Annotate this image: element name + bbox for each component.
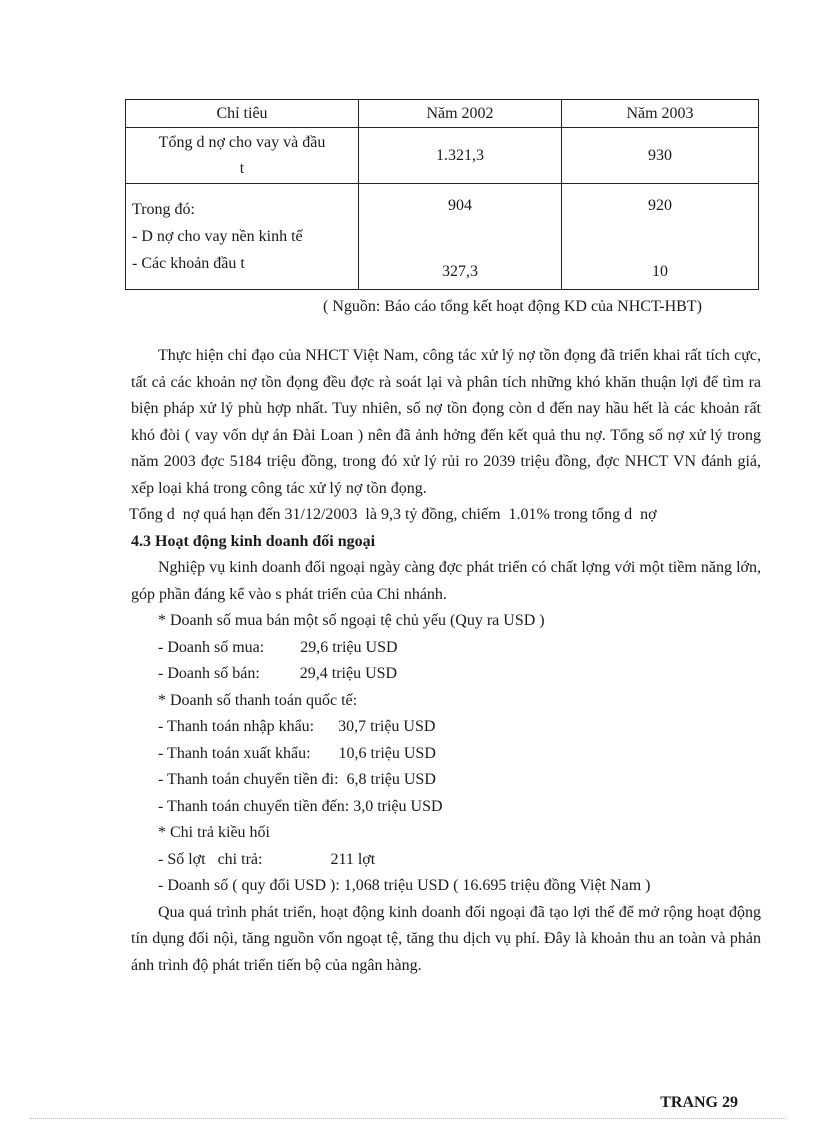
- document-body: [131, 343, 761, 979]
- cell-value: 327,3: [442, 262, 478, 280]
- cell-2002: 1.321,3: [359, 128, 562, 184]
- paragraph: Thực hiện chỉ đạo của NHCT Việt Nam, công tác xử lý nợ tồn đọng đã triển khai rất tích cực, tất cả các khoản nợ tồn đọng đều đợc rà soát lại và phân tích những khó khăn thuận lợi để tìm ra biện pháp xử lý phù hợp nhất. Tuy nhiên, số nợ tồn đọng còn d đến nay hầu hết là các khoản rất khó đòi ( vay vốn dự án Đài Loan ) nên đã ảnh hởng đến kết quả thu nợ. Tổng số nợ xử lý trong năm 2003 đợc 5184 triệu đồng, trong đó xử lý rủi ro 2039 triệu đồng, đợc NHCT VN đánh giá, xếp loại khá trong công tác xử lý nợ tồn đọng.: [131, 347, 761, 497]
- section-heading: 4.3 Hoạt động kinh doanh đối ngoại: [131, 532, 376, 550]
- cell-2003: 930: [562, 128, 759, 184]
- row-label: [126, 184, 359, 290]
- list-item: - Thanh toán chuyển tiền đi: 6,8 triệu USD: [158, 771, 436, 788]
- row-label-line: - D nợ cho vay nền kinh tế: [132, 228, 303, 245]
- header-indicator: Chỉ tiêu: [126, 100, 359, 128]
- footer-divider: [30, 1118, 786, 1119]
- list-item: - Số lợt chi trả: 211 lợt: [158, 850, 376, 868]
- row-label-line: Trong đó:: [132, 201, 195, 218]
- list-item: - Thanh toán xuất khẩu: 10,6 triệu USD: [158, 744, 436, 762]
- report-table: [125, 99, 759, 290]
- paragraph: Tổng d nợ quá hạn đến 31/12/2003 là 9,3 tỷ đồng, chiếm 1.01% trong tổng d nợ: [129, 506, 657, 523]
- row-label-line: t: [239, 159, 245, 177]
- table-header-row: [126, 100, 759, 128]
- cell-value: 920: [648, 196, 672, 214]
- source-note: ( Nguồn: Báo cáo tổng kết hoạt động KD của NHCT-HBT): [323, 298, 702, 315]
- list-item: - Doanh số bán: 29,4 triệu USD: [158, 665, 398, 682]
- list-item: - Doanh số mua: 29,6 triệu USD: [158, 638, 398, 656]
- header-year-2002: Năm 2002: [359, 100, 562, 128]
- list-item: * Doanh số mua bán một số ngoại tệ chủ yếu (Quy ra USD ): [158, 612, 545, 629]
- list-item: * Chi trả kiều hối: [158, 824, 270, 841]
- list-item: - Doanh số ( quy đổi USD ): 1,068 triệu USD ( 16.695 triệu đồng Việt Nam ): [158, 877, 651, 894]
- list-item: - Thanh toán nhập khẩu: 30,7 triệu USD: [158, 718, 436, 735]
- cell-2002: [359, 184, 562, 290]
- cell-value: 904: [448, 196, 472, 214]
- header-year-2003: Năm 2003: [562, 100, 759, 128]
- table-row: [126, 128, 759, 184]
- cell-2003: [562, 184, 759, 290]
- row-label-line: - Các khoản đầu t: [132, 255, 245, 272]
- row-label: [126, 128, 359, 184]
- list-item: - Thanh toán chuyển tiền đến: 3,0 triệu USD: [158, 797, 443, 815]
- table-row: [126, 184, 759, 290]
- paragraph: Nghiệp vụ kinh doanh đối ngoại ngày càng đợc phát triển có chất lợng với một tiềm năng lớn, góp phần đáng kể vào s phát triển của Chi nhánh.: [131, 559, 761, 603]
- cell-value: 10: [652, 262, 668, 280]
- page-number: TRANG 29: [660, 1094, 738, 1111]
- row-label-line: Tổng d nợ cho vay và đầu: [158, 133, 326, 151]
- paragraph: Qua quá trình phát triển, hoạt động kinh doanh đối ngoại đã tạo lợi thế để mở rộng hoạt động tín dụng đối nội, tăng nguồn vốn ngoạt tệ, tăng thu dịch vụ phí. Đây là khoản thu an toàn và phản ánh trình độ phát triển tiến bộ của ngân hàng.: [131, 903, 761, 974]
- list-item: * Doanh số thanh toán quốc tế:: [158, 691, 358, 709]
